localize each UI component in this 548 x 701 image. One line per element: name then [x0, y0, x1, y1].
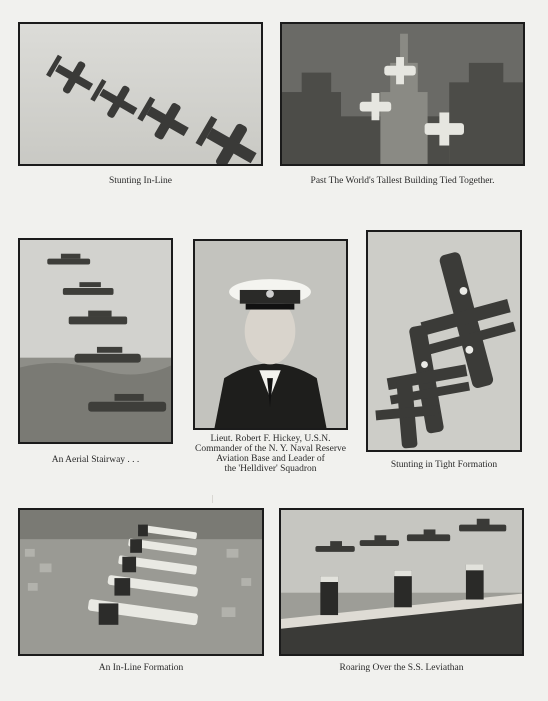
photo-past-tallest-building — [280, 22, 525, 166]
biplanes-echelon-image — [20, 24, 261, 164]
caption-stunting-in-line: Stunting In-Line — [108, 176, 173, 186]
photo-portrait-hickey — [193, 239, 348, 430]
skyscraper-biplanes-image — [282, 24, 523, 164]
tight-formation-image — [368, 232, 520, 450]
caption-over-leviathan: Roaring Over the S.S. Leviathan — [339, 663, 464, 673]
paper-smudge — [212, 495, 219, 503]
stepped-formation-image — [20, 240, 171, 442]
caption-past-tallest-building: Past The World's Tallest Building Tied Together. — [310, 176, 495, 186]
caption-portrait-hickey: Lieut. Robert F. Hickey, U.S.N. Commander of the N. Y. Naval Reserve Aviation Base and Leader of the 'Helldiver' Squadron — [195, 434, 346, 474]
ocean-liner-image — [281, 510, 522, 654]
photo-aerial-stairway — [18, 238, 173, 444]
caption-in-line-formation: An In-Line Formation — [98, 663, 184, 673]
photo-stunting-in-line — [18, 22, 263, 166]
caption-aerial-stairway: An Aerial Stairway . . . — [51, 455, 140, 465]
photo-over-leviathan — [279, 508, 524, 656]
photo-tight-formation — [366, 230, 522, 452]
officer-portrait-image — [195, 241, 346, 428]
caption-tight-formation: Stunting in Tight Formation — [390, 460, 498, 470]
city-line-formation-image — [20, 510, 262, 654]
photo-in-line-formation — [18, 508, 264, 656]
